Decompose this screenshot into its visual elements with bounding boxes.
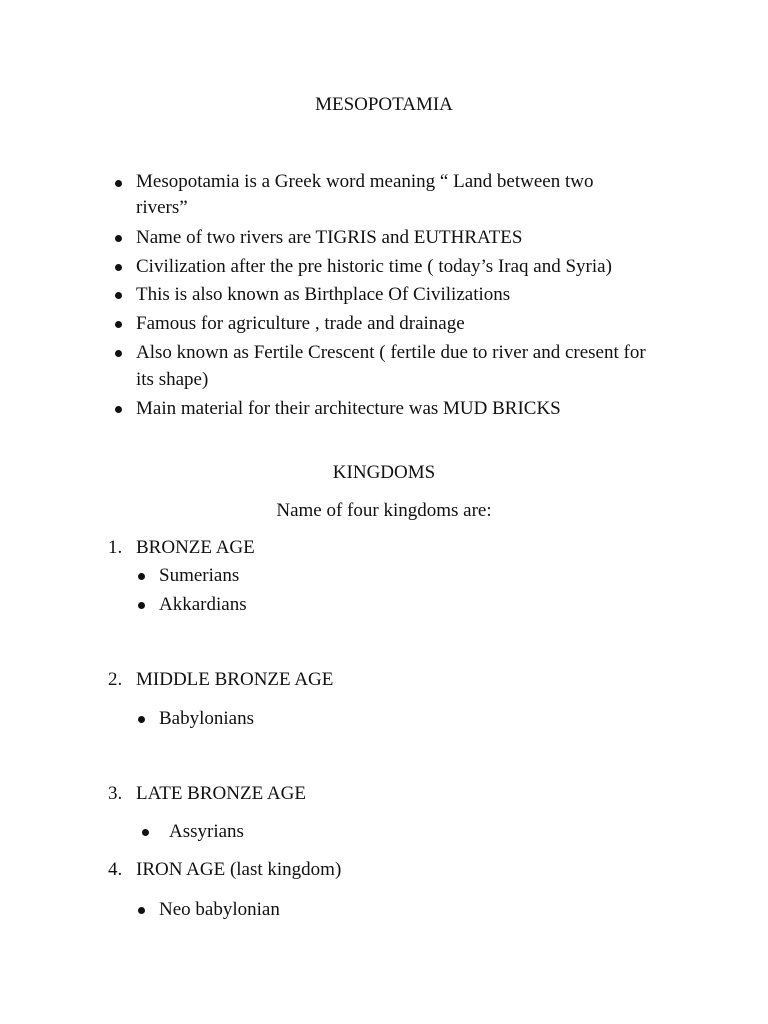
list-item: Famous for agriculture , trade and drainage	[136, 313, 465, 334]
bullet-icon	[142, 829, 149, 836]
list-item-continuation: its shape)	[136, 369, 209, 390]
kingdom-name: MIDDLE BRONZE AGE	[136, 669, 334, 690]
list-item: Civilization after the pre historic time ( today’s Iraq and Syria)	[136, 256, 612, 277]
bullet-icon	[115, 235, 122, 242]
people-item: Akkardians	[159, 594, 247, 615]
list-item: This is also known as Birthplace Of Civilizations	[136, 284, 511, 305]
kingdom-number: 3.	[108, 783, 123, 804]
kingdom-name: IRON AGE (last kingdom)	[136, 859, 342, 880]
bullet-icon	[115, 350, 122, 357]
list-item-continuation: rivers”	[136, 197, 188, 218]
kingdom-number: 2.	[108, 669, 123, 690]
bullet-icon	[138, 602, 145, 609]
kingdom-number: 1.	[108, 537, 123, 558]
bullet-icon	[115, 180, 122, 187]
list-item: Main material for their architecture was MUD BRICKS	[136, 398, 561, 419]
bullet-icon	[115, 321, 122, 328]
bullet-icon	[138, 716, 145, 723]
bullet-icon	[138, 907, 145, 914]
kingdom-name: BRONZE AGE	[136, 537, 255, 558]
people-item: Sumerians	[159, 565, 240, 586]
kingdoms-heading: KINGDOMS	[332, 462, 436, 483]
people-item: Assyrians	[169, 821, 244, 842]
list-item: Mesopotamia is a Greek word meaning “ Land between two	[136, 171, 594, 192]
bullet-icon	[138, 573, 145, 580]
kingdom-number: 4.	[108, 859, 123, 880]
list-item: Also known as Fertile Crescent ( fertile due to river and cresent for	[136, 342, 646, 363]
page-title: MESOPOTAMIA	[315, 94, 453, 115]
people-item: Neo babylonian	[159, 899, 280, 920]
bullet-icon	[115, 292, 122, 299]
bullet-icon	[115, 406, 122, 413]
list-item: Name of two rivers are TIGRIS and EUTHRATES	[136, 227, 523, 248]
people-item: Babylonians	[159, 708, 254, 729]
kingdoms-subheading: Name of four kingdoms are:	[276, 500, 492, 521]
bullet-icon	[115, 264, 122, 271]
kingdom-name: LATE BRONZE AGE	[136, 783, 306, 804]
